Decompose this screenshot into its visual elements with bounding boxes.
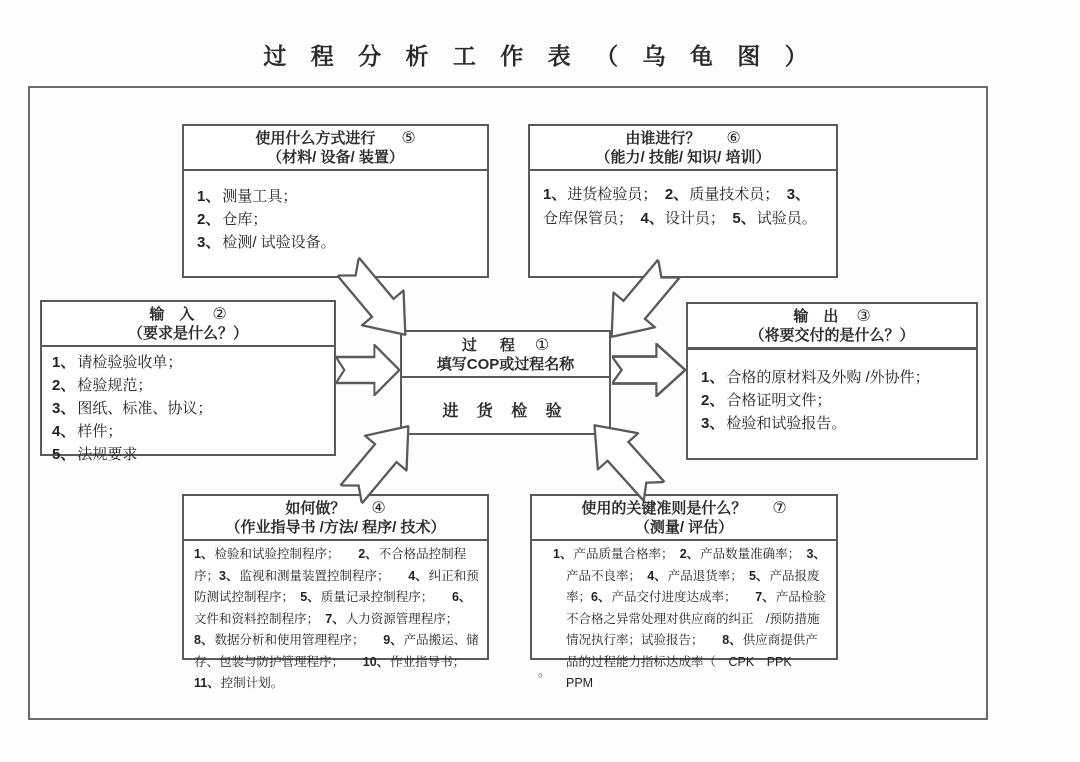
list-item bbox=[52, 397, 324, 420]
method-box-header bbox=[184, 126, 487, 171]
criteria-text bbox=[542, 544, 830, 695]
list-number: 4、 bbox=[52, 423, 76, 440]
list-text: 产品不良率； bbox=[566, 568, 648, 583]
list-text: 试验员。 bbox=[756, 210, 817, 227]
list-text: 测量工具； bbox=[222, 188, 298, 205]
list-text: 检验和试验控制程序； bbox=[214, 547, 359, 561]
list-text: 产品退货率； bbox=[667, 568, 749, 583]
list-item bbox=[701, 412, 966, 435]
list-text: 仓库保管员； bbox=[543, 210, 641, 227]
how-box-title: 如何做？ bbox=[285, 500, 346, 517]
criteria-box-title: 使用的关键准则是什么？ bbox=[581, 500, 747, 517]
list-number: 1、 bbox=[543, 186, 567, 203]
list-text: 供应商提供产品的过程能力指标达成率（ CPK PPK PPM bbox=[566, 633, 818, 690]
list-number: 4、 bbox=[640, 210, 664, 227]
list-number: 4、 bbox=[408, 568, 428, 583]
process-box-subtitle: 填写COP或过程名称 bbox=[436, 356, 575, 373]
list-text: 请检验验收单； bbox=[77, 354, 183, 371]
list-text: 法规要求 bbox=[77, 446, 138, 463]
input-box-subtitle: （要求是什么？） bbox=[127, 325, 248, 342]
list-number: 2、 bbox=[701, 392, 725, 409]
method-box-subtitle: （材料/ 设备/ 装置） bbox=[267, 149, 404, 166]
list-number: 5、 bbox=[732, 210, 756, 227]
input-box bbox=[40, 300, 336, 463]
input-box-number-badge: ② bbox=[212, 306, 227, 323]
method-box-number-badge: ⑤ bbox=[401, 130, 416, 147]
output-box-subtitle: （将要交付的是什么？） bbox=[749, 327, 915, 344]
list-number: 2、 bbox=[358, 547, 378, 561]
list-number: 6、 bbox=[591, 590, 611, 604]
method-box bbox=[182, 124, 489, 278]
list-number: 1、 bbox=[701, 369, 725, 386]
list-number: 11、 bbox=[194, 676, 220, 690]
method-box-body bbox=[184, 171, 487, 254]
list-number: 7、 bbox=[325, 611, 345, 626]
list-item bbox=[197, 208, 477, 231]
list-text: 仓库； bbox=[222, 211, 268, 228]
list-number: 3、 bbox=[52, 400, 76, 417]
stray-period-text: 。 bbox=[538, 664, 552, 679]
process-box bbox=[400, 330, 611, 435]
input-box-title: 输 入 bbox=[149, 306, 195, 323]
how-box-body bbox=[184, 541, 487, 695]
list-number: 8、 bbox=[722, 633, 742, 647]
process-box-number-badge: ① bbox=[534, 337, 550, 354]
criteria-box-body bbox=[532, 541, 836, 695]
list-number: 8、 bbox=[194, 633, 214, 647]
list-number: 9、 bbox=[383, 633, 403, 647]
list-number: 5、 bbox=[52, 446, 76, 463]
list-item bbox=[701, 366, 966, 389]
list-text: 控制计划。 bbox=[220, 676, 284, 690]
list-text: 设计员； bbox=[664, 210, 733, 227]
list-number: 5、 bbox=[748, 568, 769, 583]
output-box-title: 输 出 bbox=[793, 308, 839, 325]
list-text: 不合格品控制程序； bbox=[194, 547, 467, 583]
list-item bbox=[52, 351, 324, 374]
list-item bbox=[52, 374, 324, 397]
list-number: 3、 bbox=[806, 547, 826, 561]
list-text: 产品数量准确率； bbox=[700, 547, 807, 561]
how-text bbox=[194, 544, 484, 695]
how-box-number-badge: ④ bbox=[371, 500, 386, 517]
how-box-subtitle: （作业指导书 /方法/ 程序/ 技术） bbox=[225, 519, 446, 536]
list-item bbox=[52, 443, 324, 466]
list-text: 作业指导书； bbox=[390, 654, 484, 669]
list-number: 1、 bbox=[553, 547, 573, 561]
list-number: 3、 bbox=[786, 186, 811, 203]
list-text: 产品搬运、储存、包装与防护管理程序； bbox=[194, 633, 479, 669]
who-box-body bbox=[530, 171, 836, 231]
list-text: 检验规范； bbox=[77, 377, 153, 394]
who-box-header bbox=[530, 126, 836, 171]
list-text: 检验和试验报告。 bbox=[726, 415, 847, 432]
list-text: 合格的原材料及外购 /外协件； bbox=[726, 369, 930, 386]
criteria-box-number-badge: ⑦ bbox=[772, 500, 787, 517]
method-box-title: 使用什么方式进行 bbox=[255, 130, 376, 147]
list-text: 图纸、标准、协议； bbox=[77, 400, 213, 417]
list-number: 1、 bbox=[194, 547, 214, 561]
list-text: 产品检验不合格之异常处理对供应商的纠正 /预防措施情况执行率；试验报告； bbox=[566, 590, 826, 647]
output-box-body bbox=[688, 350, 976, 435]
who-box-title: 由谁进行？ bbox=[625, 130, 701, 147]
list-number: 3、 bbox=[701, 415, 725, 432]
how-box bbox=[182, 494, 489, 690]
input-box-header bbox=[42, 302, 334, 347]
list-number: 2、 bbox=[52, 377, 76, 394]
process-name: 进 货 检 验 bbox=[442, 403, 569, 420]
who-text bbox=[543, 183, 826, 231]
list-number: 3、 bbox=[219, 568, 239, 583]
arrow-process-to-output-icon bbox=[612, 343, 686, 397]
criteria-box bbox=[530, 494, 838, 690]
list-text: 纠正和预防测试控制程序； bbox=[194, 568, 479, 604]
list-text: 产品交付进度达成率； bbox=[611, 590, 756, 604]
list-number: 10、 bbox=[362, 654, 390, 669]
list-item bbox=[197, 231, 477, 254]
page-title: 过 程 分 析 工 作 表 （ 乌 龟 图 ） bbox=[263, 43, 817, 69]
output-box bbox=[686, 302, 978, 460]
list-text: 产品报废率； bbox=[566, 568, 820, 604]
list-number: 3、 bbox=[197, 234, 221, 251]
list-text: 样件； bbox=[77, 423, 123, 440]
list-number: 4、 bbox=[647, 568, 667, 583]
who-box bbox=[528, 124, 838, 278]
list-number: 6、 bbox=[451, 590, 472, 604]
list-number: 7、 bbox=[755, 590, 775, 604]
list-text: 检测/ 试验设备。 bbox=[222, 234, 336, 251]
list-number: 1、 bbox=[197, 188, 221, 205]
output-box-number-badge: ③ bbox=[856, 308, 871, 325]
list-text: 产品质量合格率； bbox=[573, 547, 680, 561]
who-box-subtitle: （能力/ 技能/ 知识/ 培训） bbox=[595, 149, 771, 166]
list-text: 合格证明文件； bbox=[726, 392, 832, 409]
list-number: 5、 bbox=[300, 590, 320, 604]
list-text: 监视和测量装置控制程序； bbox=[239, 568, 409, 583]
who-box-number-badge: ⑥ bbox=[726, 130, 741, 147]
list-item bbox=[52, 420, 324, 443]
list-number: 2、 bbox=[679, 547, 700, 561]
criteria-box-subtitle: （测量/ 评估） bbox=[634, 519, 734, 536]
list-text: 数据分析和使用管理程序； bbox=[214, 633, 384, 647]
list-number: 1、 bbox=[52, 354, 76, 371]
arrow-input-to-process-icon bbox=[336, 344, 400, 396]
criteria-box-header bbox=[532, 496, 836, 541]
list-item bbox=[197, 185, 477, 208]
list-item bbox=[701, 389, 966, 412]
list-number: 2、 bbox=[197, 211, 221, 228]
input-box-body bbox=[42, 347, 334, 466]
list-text: 质量记录控制程序； bbox=[320, 590, 452, 604]
process-box-header bbox=[402, 332, 609, 378]
list-text: 人力资源管理程序； bbox=[345, 611, 477, 626]
list-text: 文件和资料控制程序； bbox=[194, 611, 326, 626]
output-box-header bbox=[688, 304, 976, 350]
list-text: 质量技术员； bbox=[689, 186, 787, 203]
list-text: 进货检验员； bbox=[567, 186, 665, 203]
process-box-title: 过 程 bbox=[461, 337, 519, 354]
list-number: 2、 bbox=[664, 186, 689, 203]
how-box-header bbox=[184, 496, 487, 541]
